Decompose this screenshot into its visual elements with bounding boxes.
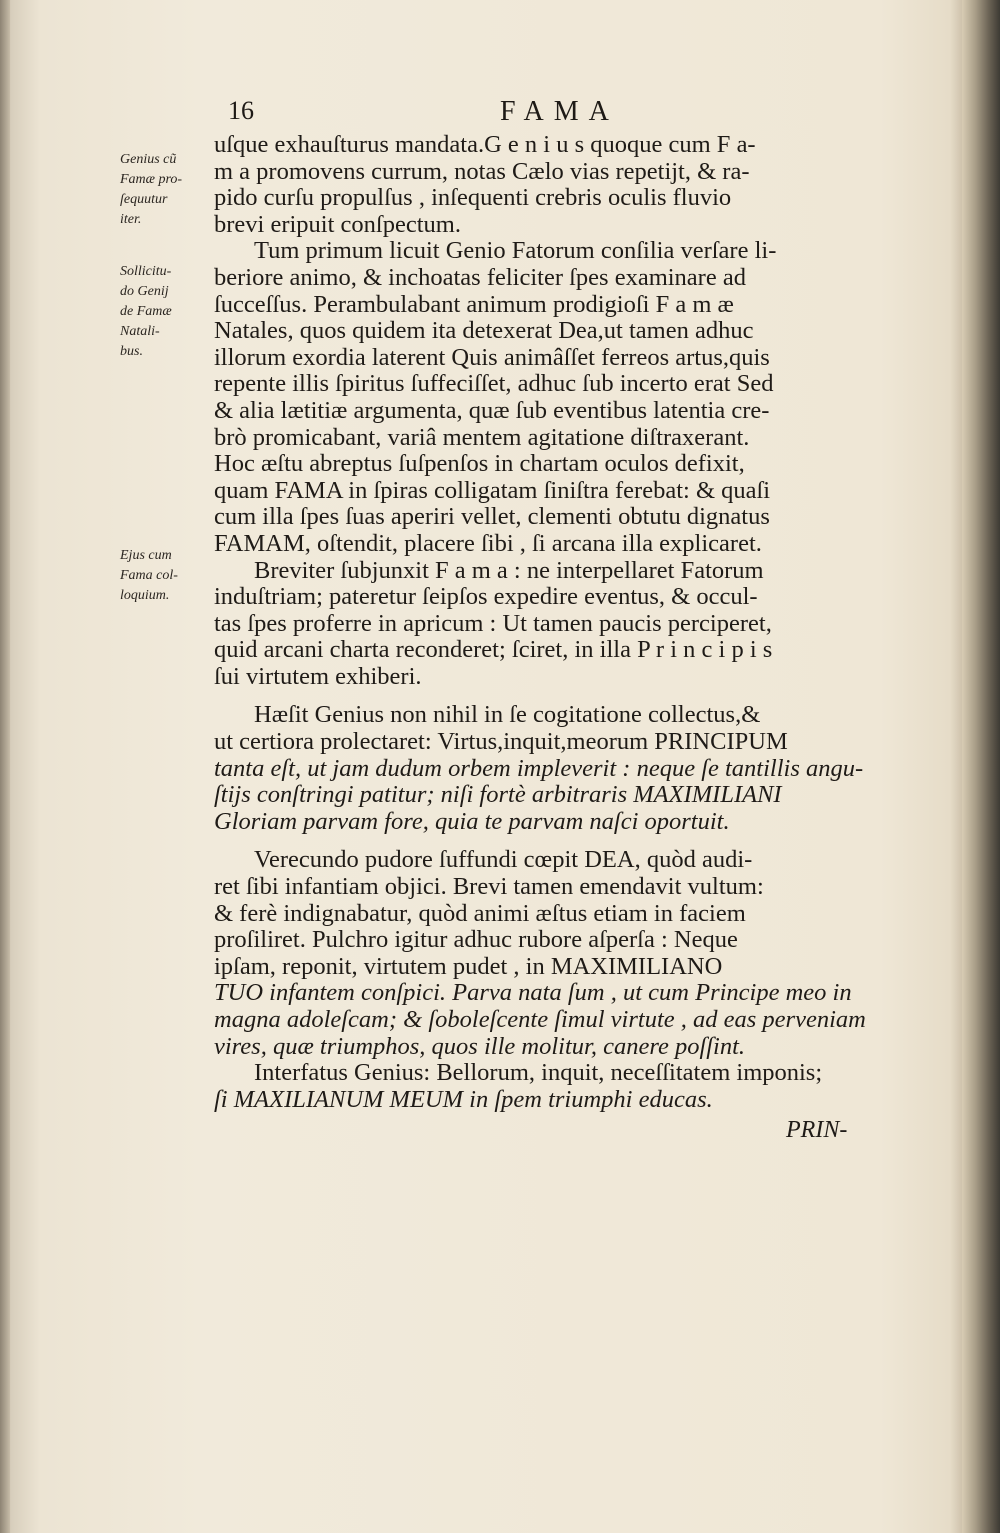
margin-note-genius [120, 150, 212, 230]
text-line-italic: vires, quæ triumphos, quos ille molitur, canere poſſint. [214, 1032, 746, 1060]
text-line: ſui virtutem exhiberi. [214, 662, 422, 690]
margin-note-line: Famæ pro- [120, 172, 183, 187]
text-line: brevi eripuit conſpectum. [214, 210, 461, 238]
text-line: tas ſpes proferre in apricum : Ut tamen paucis perciperet, [214, 609, 772, 637]
text-line-italic: ſi MAXILIANUM MEUM in ſpem triumphi educas. [214, 1085, 713, 1113]
text-line: repente illis ſpiritus ſuffeciſſet, adhuc ſub incerto erat Sed [214, 370, 774, 398]
page-edge-stack [962, 0, 1000, 1533]
text-line: & ferè indignabatur, quòd animi æſtus etiam in faciem [214, 899, 746, 927]
margin-note-line: de Famæ [120, 304, 172, 319]
text-line-italic: TUO infantem conſpici. Parva nata ſum , ut cum Principe meo in [214, 979, 852, 1007]
running-title: FAMA [500, 96, 619, 127]
text-line: proſiliret. Pulchro igitur adhuc rubore aſperſa : Neque [214, 926, 738, 954]
margin-note-line: Fama col- [120, 568, 178, 583]
text-line: & alia lætitiæ argumenta, quæ ſub eventibus latentia cre- [214, 396, 770, 424]
running-head [228, 96, 888, 136]
text-line: Natales, quos quidem ita detexerat Dea,ut tamen adhuc [214, 317, 754, 345]
page-number: 16 [228, 96, 254, 125]
text-line: ut certiora prolectaret: Virtus,inquit,meorum PRINCIPUM [214, 728, 788, 756]
margin-note-line: loquium. [120, 588, 170, 603]
margin-note-line: do Genij [120, 284, 169, 299]
margin-note-line: ſequutur [120, 192, 168, 207]
margin-note-line: bus. [120, 344, 143, 359]
margin-note-line: Sollicitu- [120, 264, 172, 279]
margin-note-line: Natali- [120, 324, 160, 339]
text-line-italic: Gloriam parvam fore, quia te parvam naſci oportuit. [214, 807, 730, 835]
body-text [214, 132, 882, 1113]
text-line: Interfatus Genius: Bellorum, inquit, neceſſitatem imponis; [254, 1059, 823, 1087]
text-line: beriore animo, & inchoatas feliciter ſpes examinare ad [214, 263, 746, 291]
margin-note-line: iter. [120, 212, 142, 227]
margin-note-line: Genius cũ [120, 152, 177, 167]
text-line: quam FAMA in ſpiras colligatam ſiniſtra ferebat: & quaſi [214, 476, 771, 504]
text-line: brò promicabant, variâ mentem agitatione diſtraxerant. [214, 423, 750, 451]
text-line: pido curſu propulſus , inſequenti crebris oculis fluvio [214, 184, 732, 212]
margin-note-sollicitudo [120, 262, 212, 362]
text-line-italic: magna adoleſcam; & ſoboleſcente ſimul virtute , ad eas perveniam [214, 1006, 866, 1033]
text-line-italic: ſtijs conſtringi patitur; niſi fortè arbitraris MAXIMILIANI [214, 781, 782, 809]
text-line: Hæſit Genius non nihil in ſe cogitatione collectus,& [254, 701, 761, 729]
text-line: Verecundo pudore ſuffundi cœpit DEA, quòd audi- [254, 846, 753, 874]
text-line-italic: tanta eſt, ut jam dudum orbem impleverit : neque ſe tantillis angu- [214, 754, 864, 782]
text-line: quid arcani charta reconderet; ſciret, in illa P r i n c i p i s [214, 636, 773, 664]
margin-note-line: Ejus cum [120, 548, 172, 563]
text-line: Tum primum licuit Genio Fatorum conſilia verſare li- [254, 237, 777, 265]
margin-note-colloquium [120, 546, 212, 606]
text-line: ipſam, reponit, virtutem pudet , in MAXIMILIANO [214, 952, 723, 980]
text-line: FAMAM, oſtendit, placere ſibi , ſi arcana illa explicaret. [214, 529, 762, 557]
text-line: ret ſibi infantiam objici. Brevi tamen emendavit vultum: [214, 873, 764, 901]
catchword: PRIN- [786, 1117, 848, 1143]
binding-shadow [0, 0, 10, 1533]
text-line: induſtriam; pateretur ſeipſos expedire eventus, & occul- [214, 583, 758, 611]
text-line: ſucceſſus. Perambulabant animum prodigioſi F a m æ [214, 290, 734, 318]
text-line: Breviter ſubjunxit F a m a : ne interpellaret Fatorum [254, 556, 764, 584]
text-line: uſque exhauſturus mandata.G e n i u s quoque cum F a- [214, 131, 756, 158]
text-line: illorum exordia laterent Quis animâſſet ferreos artus,quis [214, 343, 770, 371]
text-line: cum illa ſpes ſuas aperiri vellet, clementi obtutu dignatus [214, 503, 770, 531]
text-line: Hoc æſtu abreptus ſuſpenſos in chartam oculos defixit, [214, 450, 745, 478]
text-line: m a promovens currum, notas Cælo vias repetijt, & ra- [214, 157, 750, 185]
